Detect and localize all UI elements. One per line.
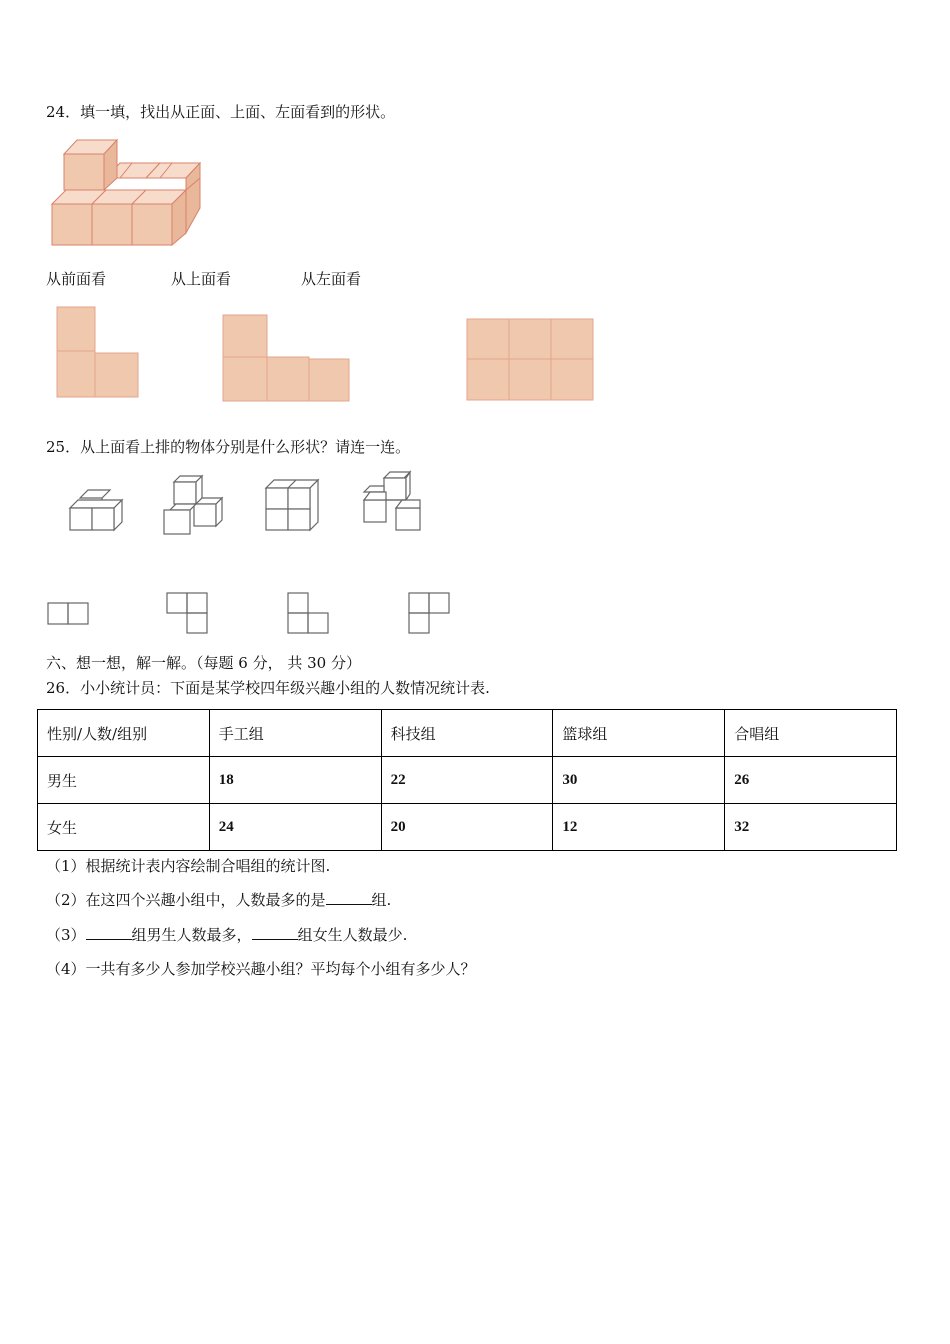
table-cell: 32 <box>725 804 897 851</box>
table-cell: 18 <box>209 757 381 804</box>
q25-object-1 <box>68 488 124 534</box>
table-row-label: 女生 <box>38 804 210 851</box>
table-header-cell: 合唱组 <box>725 710 897 757</box>
section6-title: 六、想一想，解一解。（每题 6 分， 共 30 分） <box>46 654 361 672</box>
q24-cube-figure <box>52 138 204 246</box>
q25-title: 25．从上面看上排的物体分别是什么形状？请连一连。 <box>46 438 411 456</box>
label-left-view: 从左面看 <box>301 270 362 288</box>
q26-sub3-mid: 组男生人数最多， <box>131 926 252 944</box>
q26-sub3 <box>46 925 407 945</box>
answer-blank[interactable] <box>86 925 132 940</box>
label-front-view: 从前面看 <box>46 270 107 288</box>
table-cell: 26 <box>725 757 897 804</box>
stats-table <box>37 709 897 851</box>
view-shape-left <box>466 318 596 402</box>
q25-object-2 <box>162 474 224 536</box>
q25-shape-d <box>408 592 452 636</box>
q26-sub2 <box>46 890 391 910</box>
table-cell: 20 <box>381 804 553 851</box>
q26-sub4: （4）一共有多少人参加学校兴趣小组？平均每个小组有多少人？ <box>46 960 476 978</box>
table-row <box>38 757 897 804</box>
answer-blank[interactable] <box>326 890 372 905</box>
table-row <box>38 804 897 851</box>
q25-shape-c <box>287 592 331 636</box>
q25-shape-a <box>47 602 91 626</box>
view-shape-top <box>222 314 352 402</box>
table-header-row <box>38 710 897 757</box>
view-shape-front <box>56 306 142 398</box>
table-header-cell: 手工组 <box>209 710 381 757</box>
table-cell: 22 <box>381 757 553 804</box>
q26-sub3-suffix: 组女生人数最少. <box>297 926 408 944</box>
q26-sub1: （1）根据统计表内容绘制合唱组的统计图. <box>46 857 331 875</box>
table-header-cell: 科技组 <box>381 710 553 757</box>
answer-blank[interactable] <box>252 925 298 940</box>
label-top-view: 从上面看 <box>171 270 232 288</box>
table-header-cell: 性别/人数/组别 <box>38 710 210 757</box>
q26-title: 26．小小统计员：下面是某学校四年级兴趣小组的人数情况统计表. <box>46 679 490 697</box>
q26-sub3-prefix: （3） <box>46 926 86 944</box>
table-header-cell: 篮球组 <box>553 710 725 757</box>
table-cell: 24 <box>209 804 381 851</box>
q26-sub2-prefix: （2）在这四个兴趣小组中，人数最多的是 <box>46 891 326 909</box>
table-cell: 30 <box>553 757 725 804</box>
table-row-label: 男生 <box>38 757 210 804</box>
q24-title: 24．填一填，找出从正面、上面、左面看到的形状。 <box>46 103 396 121</box>
q25-object-4 <box>360 470 424 534</box>
q26-sub2-suffix: 组. <box>371 891 392 909</box>
q25-shape-b <box>166 592 210 636</box>
q25-object-3 <box>264 478 320 534</box>
table-cell: 12 <box>553 804 725 851</box>
